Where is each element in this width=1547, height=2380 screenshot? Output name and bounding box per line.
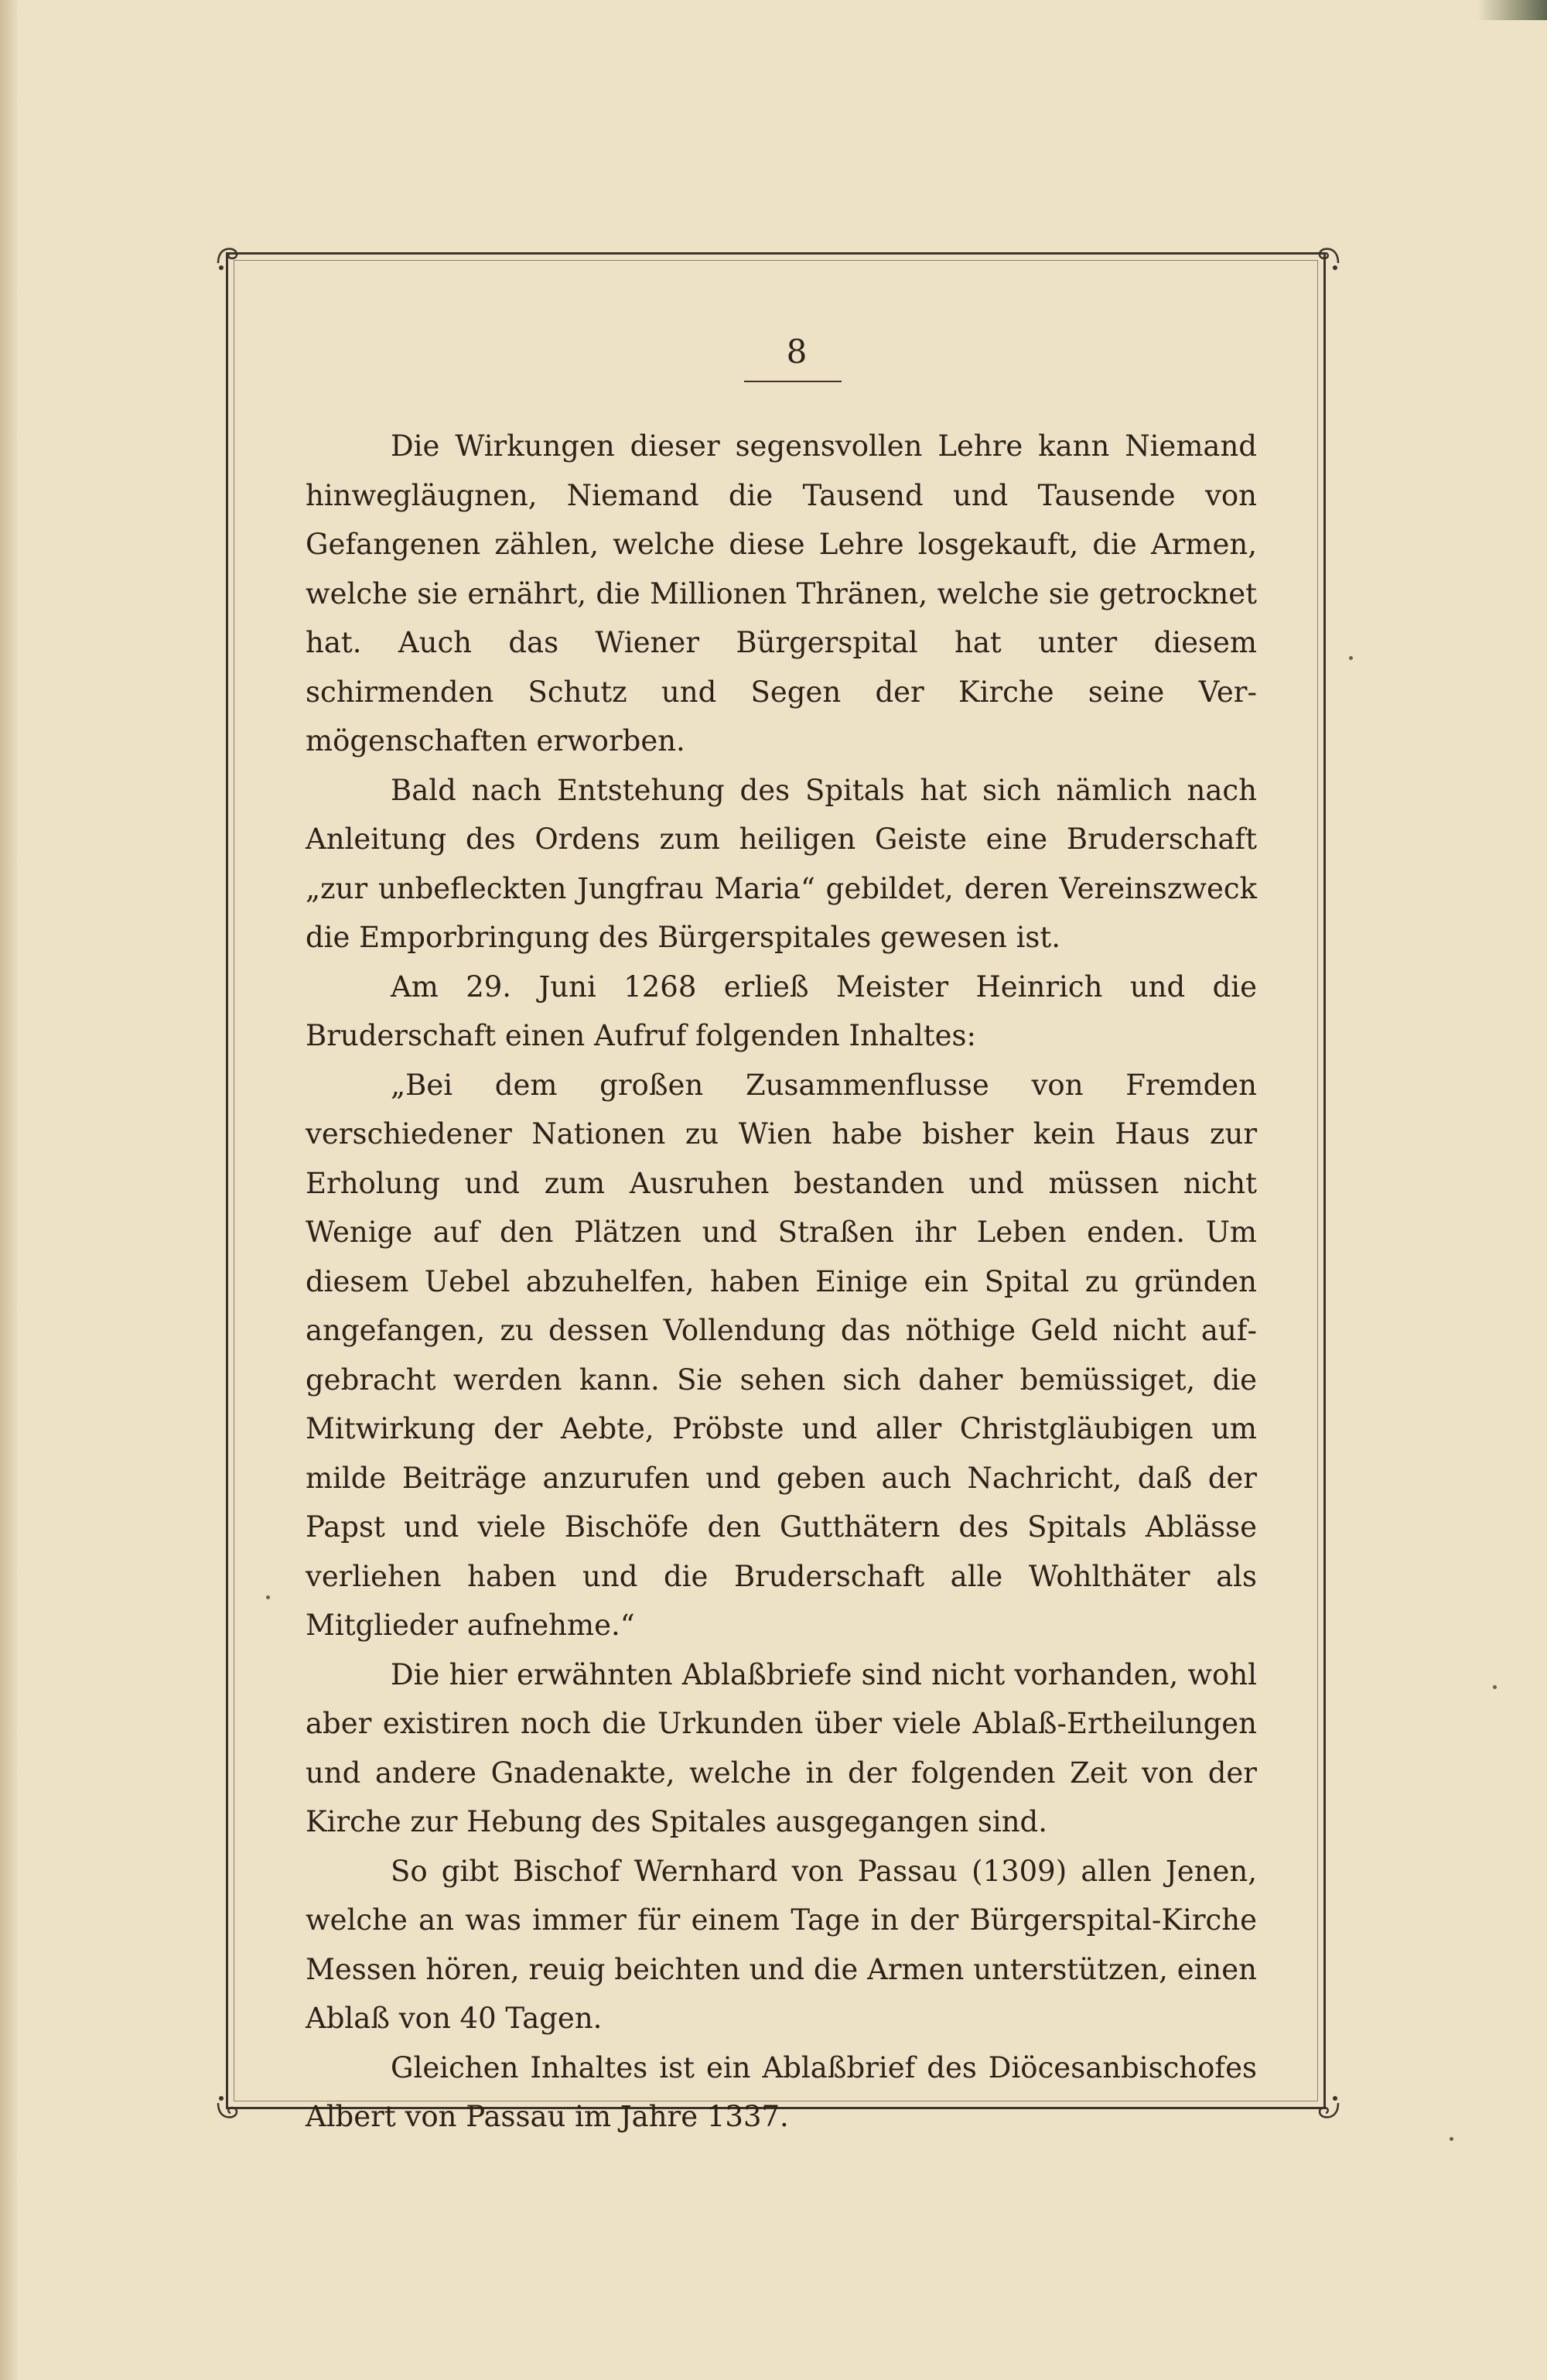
page-corner-shadow	[1477, 0, 1547, 20]
body-text	[306, 422, 1257, 2142]
corner-flourish-bottom-left-icon	[213, 2091, 249, 2126]
paragraph: Gleichen Inhaltes ist ein Ablaßbrief des Diöcesanbischofes Albert von Passau im Jahre 1337.	[306, 2050, 1257, 2133]
page-edge-shadow	[0, 0, 17, 2380]
page-number: 8	[786, 333, 808, 371]
corner-flourish-top-left-icon	[213, 240, 249, 275]
paper-speck	[266, 1595, 270, 1599]
corner-flourish-top-right-icon	[1307, 240, 1343, 275]
page-number-rule	[744, 381, 842, 382]
paper-speck	[1349, 656, 1353, 660]
paragraph: Am 29. Juni 1268 erließ Meister Heinrich und die Bruderschaft einen Aufruf folgenden Inhaltes:	[306, 969, 1257, 1052]
paragraph: Bald nach Entstehung des Spitals hat sich nämlich nach Anleitung des Ordens zum heiligen Geiste eine Bruderschaft „zur unbefleckten Jungfrau Maria“ gebildet, deren Vereinszweck die Emporbringung des Bürgerspitales gewesen ist.	[306, 773, 1257, 954]
paragraph-quotation: „Bei dem großen Zusammenflusse von Fremden verschiedener Nationen zu Wien habe bisher kein Haus zur Erholung und zum Ausruhen bestanden und müssen nicht Wenige auf den Plätzen und Straßen ihr Leben enden. Um diesem Uebel abzuhelfen, haben Einige ein Spital zu gründen angefangen, zu dessen Vollendung das nöthige Geld nicht aufgebracht werden kann. Sie sehen sich daher bemüssiget, die Mitwirkung der Aebte, Pröbste und aller Christgläubigen um milde Beiträge anzurufen und geben auch Nachricht, daß der Papst und viele Bischöfe den Gutthätern des Spitals Ablässe verliehen haben und die Bruderschaft alle Wohlthäter als Mitglieder aufnehme.“	[306, 1068, 1257, 1642]
corner-flourish-bottom-right-icon	[1307, 2091, 1343, 2126]
paragraph: Die Wirkungen dieser segensvollen Lehre kann Niemand hinwegläugnen, Niemand die Tausend und Tausende von Gefangenen zählen, welche diese Lehre losgekauft, die Armen, welche sie ernährt, die Millionen Thränen, welche sie getrocknet hat. Auch das Wiener Bürgerspital hat unter diesem schirmenden Schutz und Segen der Kirche seine Vermögenschaften erworben.	[306, 429, 1257, 757]
paper-speck	[1493, 1685, 1497, 1689]
paragraph: So gibt Bischof Wernhard von Passau (1309) allen Jenen, welche an was immer für einem Tage in der Bürgerspital-Kirche Messen hören, reuig beichten und die Armen unterstützen, einen Ablaß von 40 Tagen.	[306, 1854, 1257, 2035]
paper-speck	[1450, 2137, 1453, 2141]
paragraph: Die hier erwähnten Ablaßbriefe sind nicht vorhanden, wohl aber existiren noch die Urkunden über viele Ablaß-Ertheilungen und andere Gnadenakte, welche in der folgenden Zeit von der Kirche zur Hebung des Spitales ausgegangen sind.	[306, 1657, 1257, 1838]
